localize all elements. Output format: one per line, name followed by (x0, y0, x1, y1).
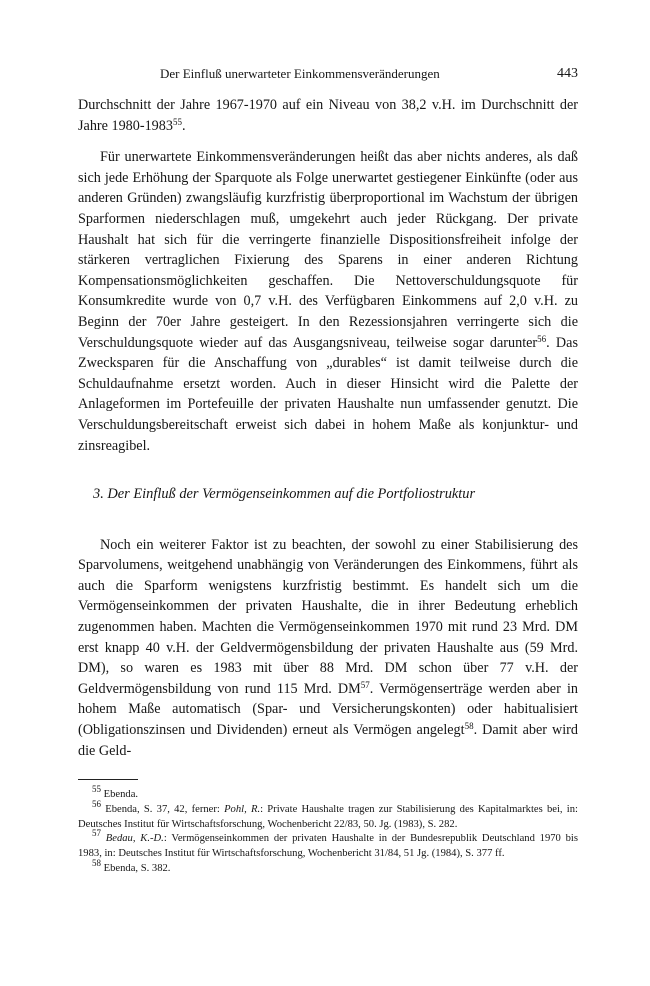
footnote-ref-56[interactable]: 56 (537, 333, 547, 344)
running-title: Der Einfluß unerwarteter Einkommensveränderungen (160, 66, 440, 81)
footnote-ref-58[interactable]: 58 (464, 721, 474, 732)
section-heading: 3. Der Einfluß der Vermögenseinkommen auf die Portfoliostruktur (93, 486, 476, 503)
footnote-ref-55[interactable]: 55 (172, 116, 182, 127)
footnotes (78, 784, 578, 877)
footnote-divider (78, 779, 138, 780)
footnote-56: $^{56}$ Ebenda, S. 37, 42, ferner: Pohl, R.: Private Haushalte tragen zur Stabilisierung des Kapitalmarktes bei, in: Deutsches Institut für Wirtschaftsforschung, Wochenbericht 22/83, 50. Jg. (1983), S. 282. (78, 798, 578, 830)
paragraph-3: Noch ein weiterer Faktor ist zu beachten, der sowohl zu einer Stabilisierung des Sparvolumens, weitgehend unabhängig von Veränderungen des Einkommens, führt als auch die Sparform wenigstens kurzfristig bestimmt. Es handelt sich um die Vermögenseinkommen der privaten Haushalte, die in ihrer Bedeutung erheblich zugenommen haben. Machten die Vermögenseinkommen 1970 mit rund 23 Mrd. DM erst knapp 40 v.H. der Geldvermögensbildung der privaten Haushalte aus (59 Mrd. DM), so waren es 1983 mit über 88 Mrd. DM schon über 77 v.H. der Geldvermögensbildung von rund 115 Mrd. DM$^{57}$. Vermögenserträge werden aber in hohem Maße automatisch (Spar- und Versicherungskonten) oder habitualisiert (Obligationszinsen und Dividenden) erneut als Vermögen angelegt$^{58}$. Damit aber wird die Geld- (78, 536, 578, 759)
footnote-55: $^{55}$ Ebenda. (92, 784, 139, 800)
footnote-57: $^{57}$ Bedau, K.-D.: Vermögenseinkommen der privaten Haushalte in der Bundesrepublik Deutschland 1970 bis 1983, in: Deutsches Institut für Wirtschaftsforschung, Wochenbericht 31/84, 51 Jg. (1984), S. 377 ff. (78, 828, 578, 860)
page-number: 443 (557, 66, 578, 81)
running-header (78, 66, 578, 84)
main-text (78, 95, 578, 761)
paragraph-2: Für unerwartete Einkommensveränderungen heißt das aber nichts anderes, als daß sich jede Erhöhung der Sparquote als Folge unerwartet gestiegener Einkünfte (oder aus anderen Gründen) zwangsläufig kurzfristig überproportional im Wachstum der übrigen Sparformen niederschlagen muß, umgekehrt auch jeder Rückgang. Der private Haushalt hat sich für die verringerte finanzielle Dispositionsfreiheit infolge der stärkeren vertraglichen Fixierung des Sparens in einer anderen Richtung Kompensationsmöglichkeiten geschaffen. Die Nettoverschuldungsquote für Konsumkredite wurde von 0,7 v.H. des Verfügbaren Einkommens auf 2,0 v.H. zu Beginn der 70er Jahre gesteigert. In den Rezessionsjahren verringerte sich die Verschuldungsquote wieder auf das Ausgangsniveau, teilweise sogar darunter$^{56}$. Das Zwecksparen für die Anschaffung von „durables“ ist damit teilweise durch die Schuldaufnahme ersetzt worden. Auch in dieser Hinsicht wird die Palette der Anlageformen im Portefeuille der privaten Haushalte nun umfassender genutzt. Die Verschuldungsbereitschaft erweist sich dabei in hohem Maße als konjunktur- und zinsreagibel. (78, 149, 578, 454)
footnote-ref-57[interactable]: 57 (360, 679, 370, 690)
paragraph-1: Durchschnitt der Jahre 1967-1970 auf ein Niveau von 38,2 v.H. im Durchschnitt der Jahre 1980-1983$^{55}$. (78, 97, 578, 134)
footnote-58: $^{58}$ Ebenda, S. 382. (92, 857, 171, 874)
